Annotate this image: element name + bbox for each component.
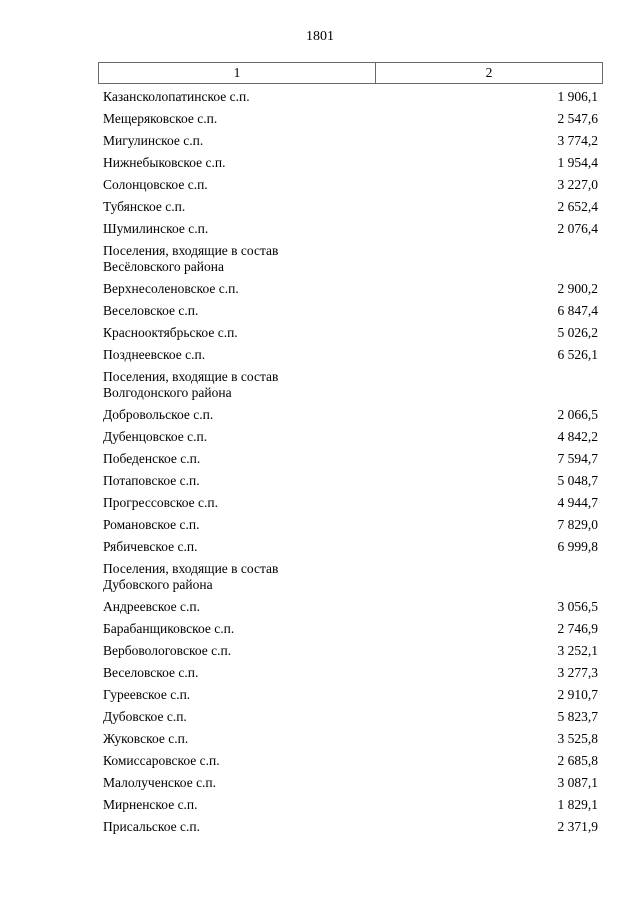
settlement-value: 1 954,4 <box>557 155 598 170</box>
settlement-name: Потаповское с.п. <box>103 473 200 488</box>
settlement-value: 3 525,8 <box>557 731 598 746</box>
settlement-name: Романовское с.п. <box>103 517 200 532</box>
group-title: Поселения, входящие в состав Весёловского района <box>103 243 279 274</box>
settlement-value: 3 087,1 <box>557 775 598 790</box>
settlement-name: Веселовское с.п. <box>103 665 199 680</box>
settlement-name: Победенское с.п. <box>103 451 201 466</box>
settlement-value: 1 906,1 <box>557 89 598 104</box>
settlement-name: Дубовское с.п. <box>103 709 187 724</box>
table-row <box>98 448 603 470</box>
table-row <box>98 218 603 240</box>
settlement-name: Мещеряковское с.п. <box>103 111 218 126</box>
settlement-value: 2 910,7 <box>557 687 598 702</box>
settlement-name: Малолученское с.п. <box>103 775 217 790</box>
settlement-name: Позднеевское с.п. <box>103 347 206 362</box>
table-row <box>98 596 603 618</box>
settlement-value: 6 999,8 <box>557 539 598 554</box>
settlement-name: Шумилинское с.п. <box>103 221 209 236</box>
settlement-name: Мирненское с.п. <box>103 797 198 812</box>
settlement-value: 3 252,1 <box>557 643 598 658</box>
table-row <box>98 404 603 426</box>
settlement-value: 2 746,9 <box>557 621 598 636</box>
table-row <box>98 108 603 130</box>
settlement-value: 2 652,4 <box>557 199 598 214</box>
settlement-name: Гуреевское с.п. <box>103 687 191 702</box>
settlement-name: Рябичевское с.п. <box>103 539 198 554</box>
settlement-name: Верхнесоленовское с.п. <box>103 281 239 296</box>
settlement-value: 3 277,3 <box>557 665 598 680</box>
settlement-value: 4 842,2 <box>557 429 598 444</box>
settlement-value: 6 847,4 <box>557 303 598 318</box>
settlement-name: Андреевское с.п. <box>103 599 200 614</box>
table-row <box>98 426 603 448</box>
table-group-header-row <box>98 240 603 278</box>
table-body <box>98 84 603 838</box>
group-title: Поселения, входящие в состав Волгодонского района <box>103 369 279 400</box>
table-row <box>98 794 603 816</box>
settlement-name: Тубянское с.п. <box>103 199 186 214</box>
table-row <box>98 640 603 662</box>
settlement-value: 2 371,9 <box>557 819 598 834</box>
settlement-value: 2 066,5 <box>557 407 598 422</box>
settlement-name: Добровольское с.п. <box>103 407 214 422</box>
settlement-name: Мигулинское с.п. <box>103 133 204 148</box>
column-header-1: 1 <box>99 63 376 83</box>
table-row <box>98 130 603 152</box>
table-header <box>98 62 603 84</box>
table-row <box>98 174 603 196</box>
settlement-value: 2 900,2 <box>557 281 598 296</box>
table-row <box>98 662 603 684</box>
settlement-name: Барабанщиковское с.п. <box>103 621 235 636</box>
group-title: Поселения, входящие в состав Дубовского района <box>103 561 279 592</box>
settlement-name: Солонцовское с.п. <box>103 177 208 192</box>
table-group-header-row <box>98 558 603 596</box>
table-row <box>98 514 603 536</box>
settlement-value: 5 823,7 <box>557 709 598 724</box>
settlement-value: 4 944,7 <box>557 495 598 510</box>
settlement-value: 1 829,1 <box>557 797 598 812</box>
table-row <box>98 684 603 706</box>
settlement-value: 7 829,0 <box>557 517 598 532</box>
page-number: 1801 <box>306 29 334 44</box>
table-group-header-row <box>98 366 603 404</box>
table-row <box>98 492 603 514</box>
table-row <box>98 706 603 728</box>
table-row <box>98 86 603 108</box>
settlement-name: Казансколопатинское с.п. <box>103 89 250 104</box>
table-row <box>98 322 603 344</box>
settlement-name: Жуковское с.п. <box>103 731 189 746</box>
settlement-value: 3 774,2 <box>557 133 598 148</box>
table-row <box>98 728 603 750</box>
settlement-name: Краснооктябрьское с.п. <box>103 325 238 340</box>
data-table <box>98 62 603 838</box>
settlement-name: Дубенцовское с.п. <box>103 429 208 444</box>
settlement-value: 6 526,1 <box>557 347 598 362</box>
table-row <box>98 196 603 218</box>
table-row <box>98 278 603 300</box>
settlement-name: Комиссаровское с.п. <box>103 753 220 768</box>
table-row <box>98 536 603 558</box>
settlement-name: Присальское с.п. <box>103 819 200 834</box>
table-row <box>98 470 603 492</box>
settlement-value: 2 076,4 <box>557 221 598 236</box>
column-header-2: 2 <box>485 65 493 80</box>
settlement-name: Вербовологовское с.п. <box>103 643 232 658</box>
settlement-value: 7 594,7 <box>557 451 598 466</box>
table-row <box>98 344 603 366</box>
settlement-value: 2 685,8 <box>557 753 598 768</box>
settlement-name: Нижнебыковское с.п. <box>103 155 226 170</box>
settlement-name: Веселовское с.п. <box>103 303 199 318</box>
table-row <box>98 750 603 772</box>
table-row <box>98 816 603 838</box>
table-row <box>98 152 603 174</box>
settlement-value: 2 547,6 <box>557 111 598 126</box>
settlement-value: 3 227,0 <box>557 177 598 192</box>
table-row <box>98 300 603 322</box>
table-row <box>98 772 603 794</box>
settlement-name: Прогрессовское с.п. <box>103 495 219 510</box>
settlement-value: 5 048,7 <box>557 473 598 488</box>
table-row <box>98 618 603 640</box>
settlement-value: 3 056,5 <box>557 599 598 614</box>
settlement-value: 5 026,2 <box>557 325 598 340</box>
